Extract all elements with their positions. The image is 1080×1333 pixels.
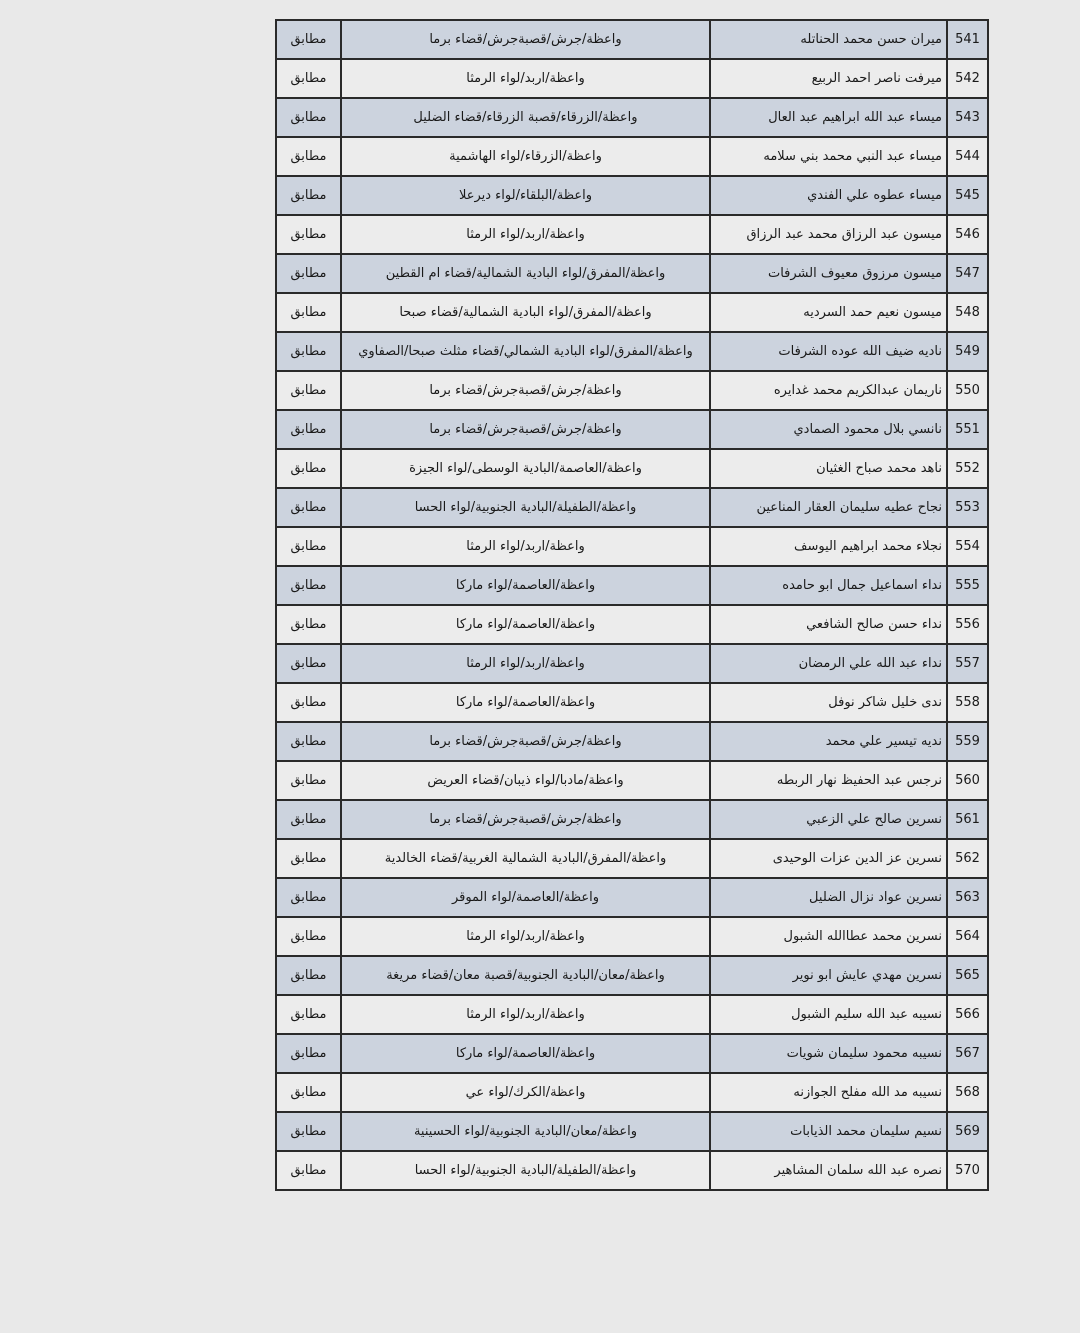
assignment-cell: واعظة/العاصمة/البادية الوسطى/لواء الجيزة — [341, 449, 710, 488]
table-row — [276, 215, 988, 254]
table-row — [276, 878, 988, 917]
assignment-cell: واعظة/المفرق/لواء البادية الشمالي/قضاء مثلث صبحا/الصفاوي — [341, 332, 710, 371]
table-row — [276, 917, 988, 956]
serial-number-cell: 542 — [947, 59, 988, 98]
name-cell: ميساء عبد الله ابراهيم عبد العال — [710, 98, 947, 137]
assignment-cell: واعظة/اربد/لواء الرمثا — [341, 917, 710, 956]
assignment-cell: واعظة/المفرق/لواء البادية الشمالية/قضاء صبحا — [341, 293, 710, 332]
assignment-cell: واعظة/اربد/لواء الرمثا — [341, 527, 710, 566]
status-cell: مطابق — [276, 878, 341, 917]
status-cell: مطابق — [276, 1073, 341, 1112]
name-cell: نسيم سليمان محمد الذيابات — [710, 1112, 947, 1151]
serial-number-cell: 566 — [947, 995, 988, 1034]
assignment-cell: واعظة/جرش/قصبةجرش/قضاء برما — [341, 800, 710, 839]
table-row — [276, 1034, 988, 1073]
table-row — [276, 293, 988, 332]
serial-number-cell: 565 — [947, 956, 988, 995]
status-cell: مطابق — [276, 839, 341, 878]
serial-number-cell: 546 — [947, 215, 988, 254]
table-row — [276, 1073, 988, 1112]
results-table-body — [276, 20, 988, 1190]
status-cell: مطابق — [276, 371, 341, 410]
status-cell: مطابق — [276, 488, 341, 527]
assignment-cell: واعظة/جرش/قصبةجرش/قضاء برما — [341, 371, 710, 410]
status-cell: مطابق — [276, 956, 341, 995]
table-row — [276, 59, 988, 98]
assignment-cell: واعظة/اربد/لواء الرمثا — [341, 644, 710, 683]
serial-number-cell: 555 — [947, 566, 988, 605]
name-cell: ناديه ضيف الله عوده الشرفات — [710, 332, 947, 371]
status-cell: مطابق — [276, 215, 341, 254]
name-cell: نداء حسن صالح الشافعي — [710, 605, 947, 644]
serial-number-cell: 559 — [947, 722, 988, 761]
status-cell: مطابق — [276, 644, 341, 683]
name-cell: ميسون نعيم حمد السرديه — [710, 293, 947, 332]
status-cell: مطابق — [276, 332, 341, 371]
status-cell: مطابق — [276, 293, 341, 332]
table-row — [276, 176, 988, 215]
name-cell: نرجس عبد الحفيظ نهار الربطه — [710, 761, 947, 800]
assignment-cell: واعظة/المفرق/لواء البادية الشمالية/قضاء ام القطين — [341, 254, 710, 293]
name-cell: نسرين عواد نزال الضليل — [710, 878, 947, 917]
name-cell: ميساء عبد النبي محمد بني سلامه — [710, 137, 947, 176]
assignment-cell: واعظة/العاصمة/لواء ماركا — [341, 566, 710, 605]
assignment-cell: واعظة/العاصمة/لواء ماركا — [341, 1034, 710, 1073]
name-cell: ميران حسن محمد الحناتله — [710, 20, 947, 59]
status-cell: مطابق — [276, 761, 341, 800]
table-row — [276, 722, 988, 761]
name-cell: نسيبه عبد الله سليم الشبول — [710, 995, 947, 1034]
assignment-cell: واعظة/جرش/قصبةجرش/قضاء برما — [341, 722, 710, 761]
serial-number-cell: 563 — [947, 878, 988, 917]
serial-number-cell: 545 — [947, 176, 988, 215]
serial-number-cell: 560 — [947, 761, 988, 800]
assignment-cell: واعظة/معان/البادية الجنوبية/قصبة معان/قضاء مريغة — [341, 956, 710, 995]
serial-number-cell: 561 — [947, 800, 988, 839]
serial-number-cell: 556 — [947, 605, 988, 644]
serial-number-cell: 569 — [947, 1112, 988, 1151]
serial-number-cell: 558 — [947, 683, 988, 722]
status-cell: مطابق — [276, 995, 341, 1034]
status-cell: مطابق — [276, 683, 341, 722]
name-cell: ناهد محمد صباح الغثيان — [710, 449, 947, 488]
status-cell: مطابق — [276, 605, 341, 644]
name-cell: ميسون عبد الرزاق محمد عبد الرزاق — [710, 215, 947, 254]
table-row — [276, 644, 988, 683]
name-cell: ندى خليل شاكر نوفل — [710, 683, 947, 722]
name-cell: نسيبه مد الله مفلح الجوازنه — [710, 1073, 947, 1112]
name-cell: نسرين مهدي عايش ابو نوير — [710, 956, 947, 995]
status-cell: مطابق — [276, 800, 341, 839]
assignment-cell: واعظة/مادبا/لواء ذيبان/قضاء العريض — [341, 761, 710, 800]
assignment-cell: واعظة/العاصمة/لواء الموقر — [341, 878, 710, 917]
status-cell: مطابق — [276, 917, 341, 956]
name-cell: ناريمان عبدالكريم محمد غدايره — [710, 371, 947, 410]
assignment-cell: واعظة/جرش/قصبةجرش/قضاء برما — [341, 410, 710, 449]
serial-number-cell: 557 — [947, 644, 988, 683]
status-cell: مطابق — [276, 566, 341, 605]
table-row — [276, 488, 988, 527]
serial-number-cell: 562 — [947, 839, 988, 878]
assignment-cell: واعظة/العاصمة/لواء ماركا — [341, 605, 710, 644]
assignment-cell: واعظة/العاصمة/لواء ماركا — [341, 683, 710, 722]
assignment-cell: واعظة/البلقاء/لواء ديرعلا — [341, 176, 710, 215]
table-row — [276, 995, 988, 1034]
serial-number-cell: 541 — [947, 20, 988, 59]
serial-number-cell: 548 — [947, 293, 988, 332]
table-row — [276, 254, 988, 293]
assignment-cell: واعظة/الكرك/لواء عي — [341, 1073, 710, 1112]
serial-number-cell: 564 — [947, 917, 988, 956]
name-cell: نانسي بلال محمود الصمادي — [710, 410, 947, 449]
name-cell: نجاح عطيه سليمان العقار المناعين — [710, 488, 947, 527]
table-row — [276, 527, 988, 566]
assignment-cell: واعظة/الطفيلة/البادية الجنوبية/لواء الحسا — [341, 488, 710, 527]
serial-number-cell: 543 — [947, 98, 988, 137]
serial-number-cell: 568 — [947, 1073, 988, 1112]
table-row — [276, 371, 988, 410]
table-row — [276, 956, 988, 995]
table-row — [276, 800, 988, 839]
status-cell: مطابق — [276, 527, 341, 566]
status-cell: مطابق — [276, 722, 341, 761]
serial-number-cell: 544 — [947, 137, 988, 176]
status-cell: مطابق — [276, 176, 341, 215]
results-table — [275, 19, 989, 1191]
table-row — [276, 20, 988, 59]
table-row — [276, 137, 988, 176]
table-row — [276, 683, 988, 722]
name-cell: نسرين صالح علي الزعبي — [710, 800, 947, 839]
assignment-cell: واعظة/اربد/لواء الرمثا — [341, 59, 710, 98]
table-row — [276, 98, 988, 137]
table-row — [276, 1151, 988, 1190]
name-cell: ميرفت ناصر احمد الربيع — [710, 59, 947, 98]
serial-number-cell: 551 — [947, 410, 988, 449]
assignment-cell: واعظة/الزرقاء/لواء الهاشمية — [341, 137, 710, 176]
assignment-cell: واعظة/الطفيلة/البادية الجنوبية/لواء الحسا — [341, 1151, 710, 1190]
name-cell: نداء عبد الله علي الرمضان — [710, 644, 947, 683]
name-cell: نداء اسماعيل جمال ابو حامده — [710, 566, 947, 605]
serial-number-cell: 552 — [947, 449, 988, 488]
name-cell: نصره عبد الله سلمان المشاهير — [710, 1151, 947, 1190]
table-row — [276, 1112, 988, 1151]
name-cell: نجلاء محمد ابراهيم اليوسف — [710, 527, 947, 566]
serial-number-cell: 550 — [947, 371, 988, 410]
table-row — [276, 449, 988, 488]
table-row — [276, 332, 988, 371]
table-row — [276, 410, 988, 449]
name-cell: ميساء عطوه علي الفندي — [710, 176, 947, 215]
serial-number-cell: 553 — [947, 488, 988, 527]
status-cell: مطابق — [276, 20, 341, 59]
serial-number-cell: 549 — [947, 332, 988, 371]
status-cell: مطابق — [276, 98, 341, 137]
assignment-cell: واعظة/اربد/لواء الرمثا — [341, 995, 710, 1034]
status-cell: مطابق — [276, 254, 341, 293]
name-cell: ميسون مرزوق معيوف الشرفات — [710, 254, 947, 293]
status-cell: مطابق — [276, 59, 341, 98]
table-row — [276, 839, 988, 878]
status-cell: مطابق — [276, 1151, 341, 1190]
name-cell: نديه تيسير علي محمد — [710, 722, 947, 761]
status-cell: مطابق — [276, 137, 341, 176]
status-cell: مطابق — [276, 410, 341, 449]
serial-number-cell: 547 — [947, 254, 988, 293]
name-cell: نسرين عز الدين عزات الوحيدى — [710, 839, 947, 878]
status-cell: مطابق — [276, 449, 341, 488]
name-cell: نسرين محمد عطاالله الشبول — [710, 917, 947, 956]
table-row — [276, 605, 988, 644]
serial-number-cell: 570 — [947, 1151, 988, 1190]
table-row — [276, 761, 988, 800]
serial-number-cell: 567 — [947, 1034, 988, 1073]
table-row — [276, 566, 988, 605]
serial-number-cell: 554 — [947, 527, 988, 566]
status-cell: مطابق — [276, 1034, 341, 1073]
assignment-cell: واعظة/اربد/لواء الرمثا — [341, 215, 710, 254]
assignment-cell: واعظة/الزرقاء/قصبة الزرقاء/قضاء الضليل — [341, 98, 710, 137]
assignment-cell: واعظة/المفرق/البادية الشمالية الغربية/قضاء الخالدية — [341, 839, 710, 878]
assignment-cell: واعظة/جرش/قصبةجرش/قضاء برما — [341, 20, 710, 59]
status-cell: مطابق — [276, 1112, 341, 1151]
name-cell: نسيبه محمود سليمان شويات — [710, 1034, 947, 1073]
assignment-cell: واعظة/معان/البادية الجنوبية/لواء الحسينية — [341, 1112, 710, 1151]
